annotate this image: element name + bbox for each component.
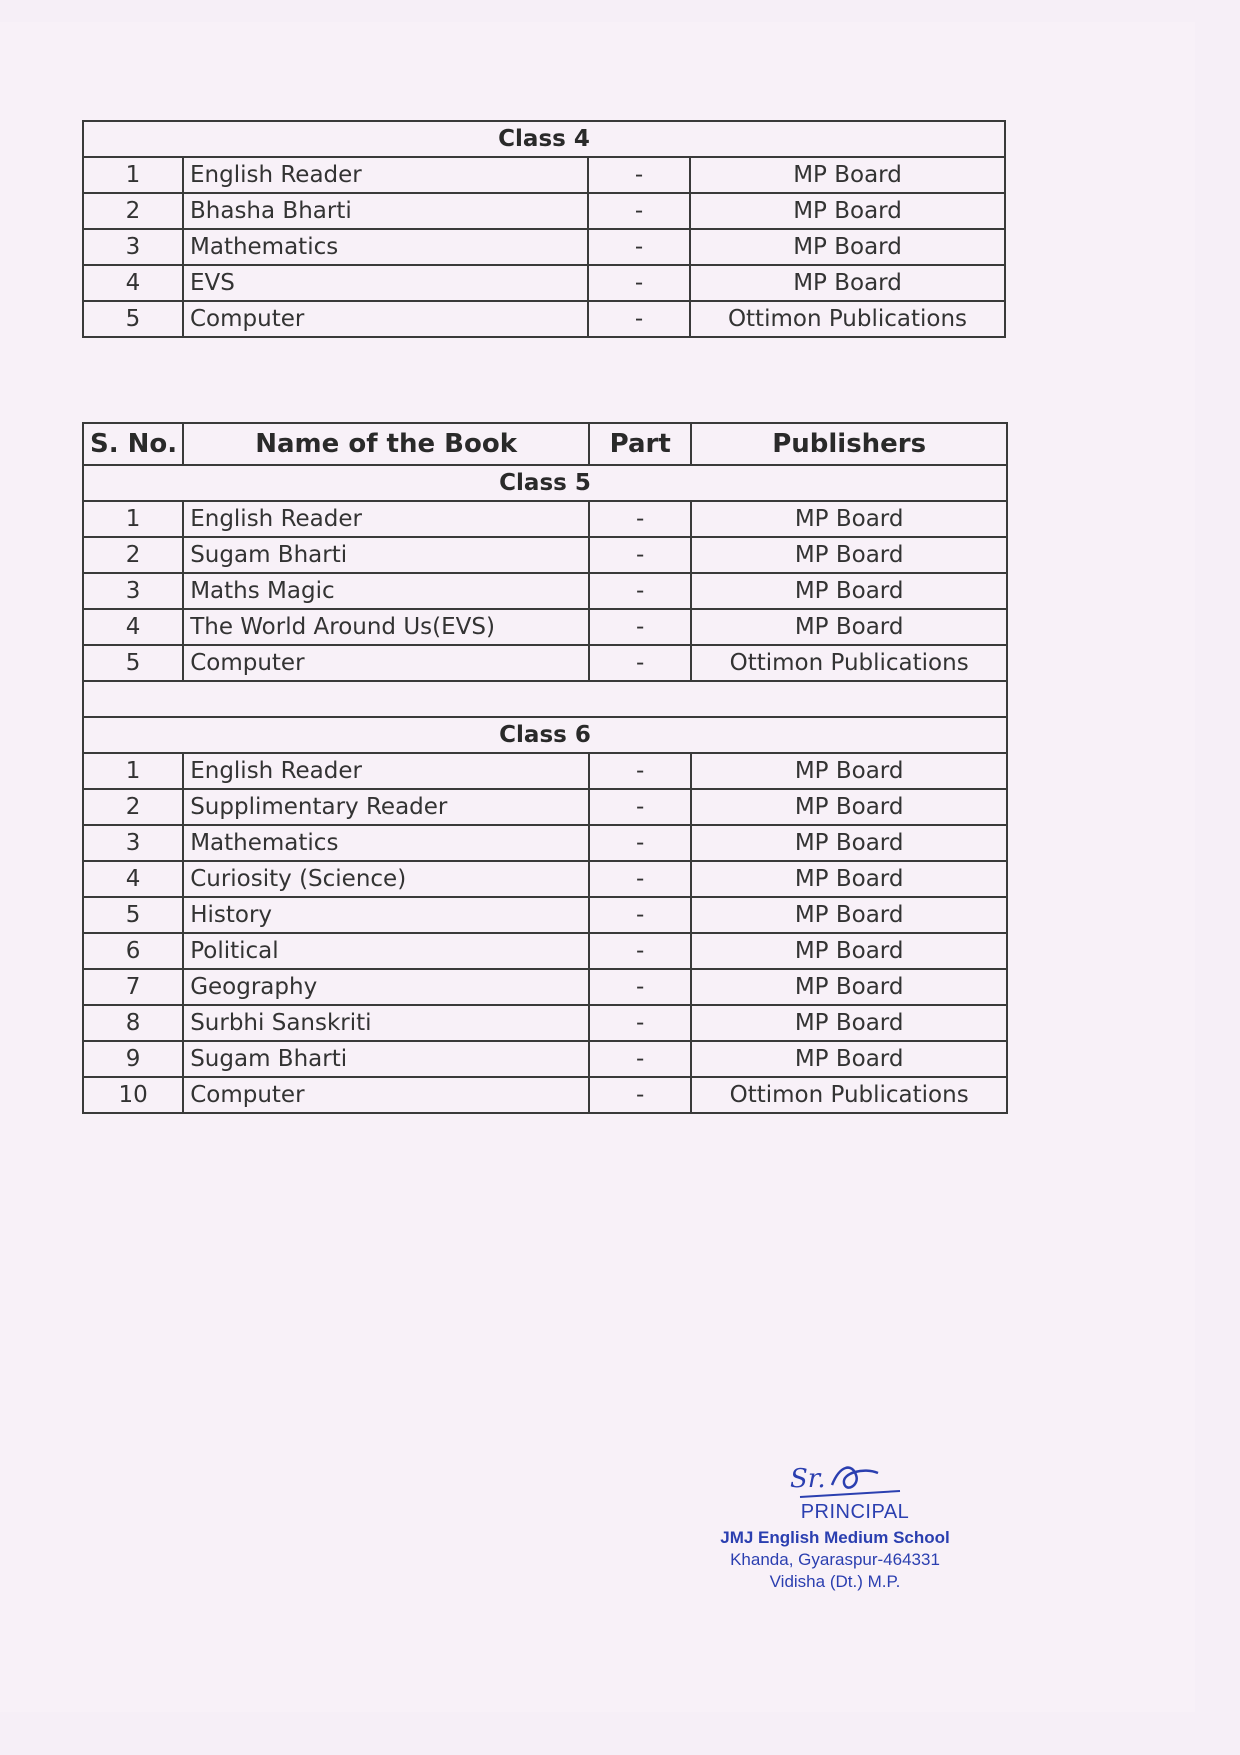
- row-book-name: Sugam Bharti: [183, 537, 589, 573]
- row-publisher: MP Board: [691, 969, 1007, 1005]
- row-book-name: Computer: [183, 1077, 589, 1113]
- row-publisher: MP Board: [690, 157, 1005, 193]
- row-part: -: [588, 157, 690, 193]
- table-row: [83, 789, 1007, 825]
- row-book-name: Bhasha Bharti: [183, 193, 588, 229]
- principal-title: PRINCIPAL: [800, 1501, 910, 1523]
- row-sno: 3: [83, 229, 183, 265]
- table-gap: [83, 681, 1007, 717]
- row-book-name: English Reader: [183, 753, 589, 789]
- row-sno: 2: [83, 193, 183, 229]
- table-row: [83, 1077, 1007, 1113]
- row-part: -: [589, 933, 691, 969]
- header-book-name: Name of the Book: [183, 423, 589, 465]
- table-row: [83, 825, 1007, 861]
- row-sno: 7: [83, 969, 183, 1005]
- row-book-name: Computer: [183, 645, 589, 681]
- row-sno: 8: [83, 1005, 183, 1041]
- row-publisher: MP Board: [691, 1041, 1007, 1077]
- signature-image: [760, 1455, 910, 1505]
- row-publisher: MP Board: [691, 537, 1007, 573]
- table-row: [83, 645, 1007, 681]
- row-publisher: MP Board: [691, 861, 1007, 897]
- class-4-title: Class 4: [83, 121, 1005, 157]
- row-publisher: MP Board: [690, 229, 1005, 265]
- class-5-title: Class 5: [83, 465, 1007, 501]
- school-address: Khanda, Gyaraspur-464331: [730, 1550, 940, 1569]
- row-book-name: The World Around Us(EVS): [183, 609, 589, 645]
- class-5-title-row: [83, 465, 1007, 501]
- row-book-name: Sugam Bharti: [183, 1041, 589, 1077]
- row-publisher: MP Board: [691, 501, 1007, 537]
- row-publisher: Ottimon Publications: [691, 645, 1007, 681]
- row-publisher: MP Board: [691, 825, 1007, 861]
- row-book-name: Mathematics: [183, 229, 588, 265]
- table-row: [83, 969, 1007, 1005]
- row-part: -: [588, 229, 690, 265]
- row-publisher: MP Board: [690, 193, 1005, 229]
- class-4-book-table: [82, 120, 1006, 338]
- row-sno: 5: [83, 645, 183, 681]
- row-sno: 10: [83, 1077, 183, 1113]
- row-sno: 6: [83, 933, 183, 969]
- table-row: [83, 861, 1007, 897]
- class-5-6-rows: [83, 423, 1007, 1113]
- signature-text: Sr.: [790, 1464, 826, 1494]
- row-book-name: History: [183, 897, 589, 933]
- table-row: [83, 265, 1005, 301]
- class-6-title: Class 6: [83, 717, 1007, 753]
- row-book-name: Mathematics: [183, 825, 589, 861]
- row-publisher: Ottimon Publications: [690, 301, 1005, 337]
- row-book-name: Curiosity (Science): [183, 861, 589, 897]
- row-part: -: [589, 1077, 691, 1113]
- school-district: Vidisha (Dt.) M.P.: [769, 1572, 901, 1591]
- row-publisher: MP Board: [691, 573, 1007, 609]
- row-book-name: Geography: [183, 969, 589, 1005]
- table-row: [83, 193, 1005, 229]
- school-name: JMJ English Medium School: [720, 1528, 950, 1547]
- row-book-name: English Reader: [183, 157, 588, 193]
- class-6-title-row: [83, 717, 1007, 753]
- row-sno: 4: [83, 609, 183, 645]
- row-publisher: MP Board: [691, 753, 1007, 789]
- row-part: -: [589, 969, 691, 1005]
- row-sno: 2: [83, 537, 183, 573]
- table-header-row: [83, 423, 1007, 465]
- row-book-name: English Reader: [183, 501, 589, 537]
- table-row: [83, 157, 1005, 193]
- row-book-name: Computer: [183, 301, 588, 337]
- row-sno: 3: [83, 825, 183, 861]
- row-publisher: MP Board: [691, 933, 1007, 969]
- row-part: -: [589, 789, 691, 825]
- row-sno: 5: [83, 897, 183, 933]
- table-row: [83, 229, 1005, 265]
- row-part: -: [589, 861, 691, 897]
- table-row: [83, 609, 1007, 645]
- header-sno: S. No.: [83, 423, 183, 465]
- table-row: [83, 933, 1007, 969]
- row-part: -: [589, 645, 691, 681]
- row-publisher: MP Board: [691, 897, 1007, 933]
- header-publishers: Publishers: [691, 423, 1007, 465]
- table-gap-row: [83, 681, 1007, 717]
- row-sno: 1: [83, 753, 183, 789]
- row-sno: 5: [83, 301, 183, 337]
- table-row: [83, 1041, 1007, 1077]
- row-book-name: Surbhi Sanskriti: [183, 1005, 589, 1041]
- signature-stroke: [832, 1468, 878, 1488]
- row-sno: 9: [83, 1041, 183, 1077]
- row-part: -: [588, 265, 690, 301]
- row-sno: 1: [83, 157, 183, 193]
- table-row: [83, 753, 1007, 789]
- row-book-name: Maths Magic: [183, 573, 589, 609]
- principal-stamp: [690, 1455, 980, 1592]
- header-part: Part: [589, 423, 691, 465]
- row-publisher: MP Board: [691, 609, 1007, 645]
- table-row: [83, 537, 1007, 573]
- class-4-rows: [83, 121, 1005, 337]
- row-sno: 4: [83, 861, 183, 897]
- class-5-6-book-table: [82, 422, 1008, 1114]
- table-row: [83, 897, 1007, 933]
- row-book-name: EVS: [183, 265, 588, 301]
- row-publisher: Ottimon Publications: [691, 1077, 1007, 1113]
- row-part: -: [589, 573, 691, 609]
- row-book-name: Supplimentary Reader: [183, 789, 589, 825]
- row-sno: 4: [83, 265, 183, 301]
- row-publisher: MP Board: [691, 789, 1007, 825]
- table-row: [83, 301, 1005, 337]
- row-part: -: [589, 1005, 691, 1041]
- row-publisher: MP Board: [690, 265, 1005, 301]
- row-sno: 2: [83, 789, 183, 825]
- row-part: -: [588, 301, 690, 337]
- row-part: -: [589, 897, 691, 933]
- row-part: -: [589, 825, 691, 861]
- row-part: -: [589, 753, 691, 789]
- row-part: -: [589, 537, 691, 573]
- table-row: [83, 1005, 1007, 1041]
- row-sno: 1: [83, 501, 183, 537]
- class-4-title-row: [83, 121, 1005, 157]
- row-book-name: Political: [183, 933, 589, 969]
- row-part: -: [588, 193, 690, 229]
- row-part: -: [589, 609, 691, 645]
- table-row: [83, 501, 1007, 537]
- row-sno: 3: [83, 573, 183, 609]
- row-part: -: [589, 1041, 691, 1077]
- row-publisher: MP Board: [691, 1005, 1007, 1041]
- row-part: -: [589, 501, 691, 537]
- table-row: [83, 573, 1007, 609]
